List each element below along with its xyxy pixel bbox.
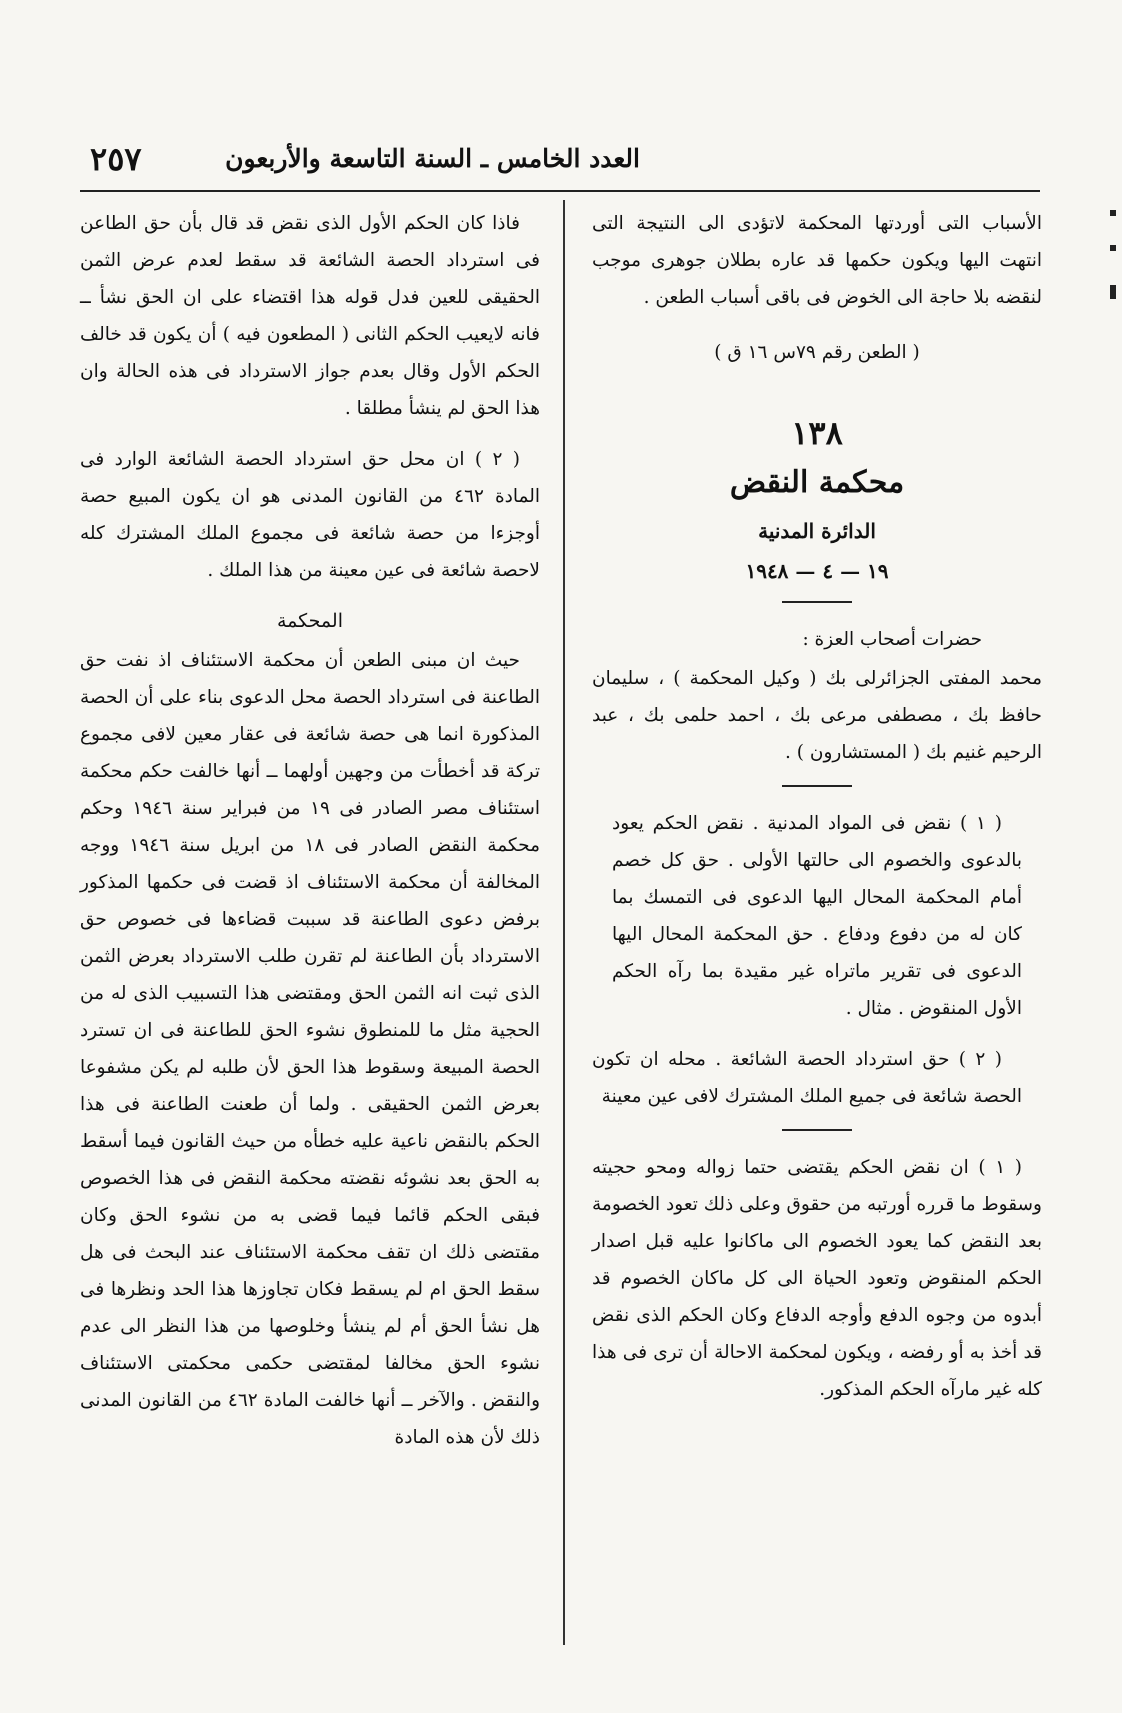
separator-rule xyxy=(782,1129,852,1131)
column-divider xyxy=(563,200,565,1645)
court-name: محكمة النقض xyxy=(729,465,905,500)
attendance-heading: حضرات أصحاب العزة : xyxy=(802,629,982,650)
legal-principle-2: ( ٢ ) حق استرداد الحصة الشائعة . محله ان تكون الحصة شائعة فى جميع الملك المشترك لافى عين معينة xyxy=(592,1049,1022,1107)
ruling-paragraph-2: ( ٢ ) ان محل حق استرداد الحصة الشائعة الوارد فى المادة ٤٦٢ من القانون المدنى هو ان يكون المبيع حصة أوجزءا من حصة شائعة فى مجموع الملك المشترك كله لاحصة شائعة فى عين معينة من هذا الملك . xyxy=(80,449,540,581)
separator-rule xyxy=(782,785,852,787)
ruling-paragraph-continued: فاذا كان الحكم الأول الذى نقض قد قال بأن حق الطاعن فى استرداد الحصة الشائعة قد سقط لعدم عرض الثمن الحقيقى للعين فدل قوله هذا اقتضاء على ان الحق نشأ ــ فانه لايعيب الحكم الثانى ( المطعون فيه ) أن يكون قد خالف الحكم الأول وقال بعدم جواز الاسترداد فى هذه الحالة وان هذا الحق لم ينشأ مطلقا . xyxy=(80,213,540,419)
court-reasoning: حيث ان مبنى الطعن أن محكمة الاستئناف اذ نفت حق الطاعنة فى استرداد الحصة محل الدعوى بناء على أن الحصة المذكورة انما هى حصة شائعة فى عقار معين لافى مجموع تركة قد أخطأت من وجهين أولهما ــ أنها خالفت حكم محكمة استئناف مصر الصادر فى ١٩ من فبراير سنة ١٩٤٦ وحكم محكمة النقض الصادر فى ١٨ من ابريل سنة ١٩٤٦ ووجه المخالفة أن محكمة الاستئناف اذ قضت فى حكمها المذكور برفض دعوى الطاعنة قد سببت قضاءها فى خصوص حق الاسترداد بأن الطاعنة لم تقرن طلب الاسترداد بعرض الثمن الذى ثبت انه الثمن الحق ومقتضى هذا التسبيب الذى له من الحجية مثل ما للمنطوق نشوء الحق للطاعنة فى ان تسترد الحصة المبيعة وسقوط هذا الحق لأن طلبه لم يكن مشفوعا بعرض الثمن الحقيقى . ولما أن طعنت الطاعنة فى هذا الحكم بالنقض ناعية عليه خطأه من حيث القانون فيما أسقط به الحق بعد نشوئه نقضته محكمة النقض فى هذا الخصوص فبقى الحكم قائما فيما قضى به من نشوء الحق وكان مقتضى ذلك ان تقف محكمة الاستئناف عند البحث فى هل سقط الحق ام لم يسقط فكان تجاوزها هذا الحد ونظرها فى هل نشأ الحق أم لم ينشأ وخلوصها من هذا النظر الى عدم نشوء الحق مخالفا لمقتضى حكمى محكمتى الاستئناف والنقض . والآخر ــ أنها خالفت المادة ٤٦٢ من القانون المدنى ذلك لأن هذه المادة xyxy=(80,650,541,1448)
judgment-date: ١٩ — ٤ — ١٩٤٨ xyxy=(745,559,889,583)
margin-mark xyxy=(1110,285,1116,299)
margin-mark xyxy=(1110,210,1116,216)
page-number: ٢٥٧ xyxy=(90,140,142,178)
case-number: ١٣٨ xyxy=(791,414,843,452)
header-rule xyxy=(80,190,1040,192)
judges-list: محمد المفتى الجزائرلى بك ( وكيل المحكمة ) ، سليمان حافظ بك ، مصطفى مرعى بك ، احمد حلمى بك ، عبد الرحيم غنيم بك ( المستشارون ) . xyxy=(592,668,1042,763)
page-header xyxy=(80,140,1040,188)
section-heading: المحكمة xyxy=(277,610,343,632)
right-column xyxy=(592,205,1042,1422)
appeal-reference: ( الطعن رقم ٧٩س ١٦ ق ) xyxy=(714,342,920,363)
running-title: العدد الخامس ـ السنة التاسعة والأربعون xyxy=(225,144,640,173)
circuit-name: الدائرة المدنية xyxy=(758,519,876,543)
ruling-paragraph-1: ( ١ ) ان نقض الحكم يقتضى حتما زواله ومحو حجيته وسقوط ما قرره أورتبه من حقوق وعلى ذلك تعود الخصومة بعد النقض كما يعود الخصوم الى ماكانوا عليه قبل اصدار الحكم المنقوض وتعود الحياة الى كل ماكان الخصوم قد أبدوه من وجوه الدفع وأوجه الدفاع وكان الحكم الذى نقض قد أخذ به أو رفضه ، ويكون لمحكمة الاحالة أن ترى فى هذا كله غير مارآه الحكم المذكور. xyxy=(592,1157,1042,1400)
legal-principle-1: ( ١ ) نقض فى المواد المدنية . نقض الحكم يعود بالدعوى والخصوم الى حالتها الأولى . حق كل خصم أمام المحكمة المحال اليها الدعوى فى التمسك بما كان له من دفوع ودفاع . حق المحكمة المحال اليها الدعوى فى تقرير ماتراه غير مقيدة بما رآه الحكم الأول المنقوض . مثال . xyxy=(612,813,1022,1019)
separator-rule xyxy=(782,601,852,603)
margin-mark xyxy=(1110,245,1116,251)
continued-paragraph: الأسباب التى أوردتها المحكمة لاتؤدى الى النتيجة التى انتهت اليها ويكون حكمها قد عاره بطلان جوهرى موجب لنقضه بلا حاجة الى الخوض فى باقى أسباب الطعن . xyxy=(592,213,1042,308)
left-column xyxy=(80,205,540,1470)
